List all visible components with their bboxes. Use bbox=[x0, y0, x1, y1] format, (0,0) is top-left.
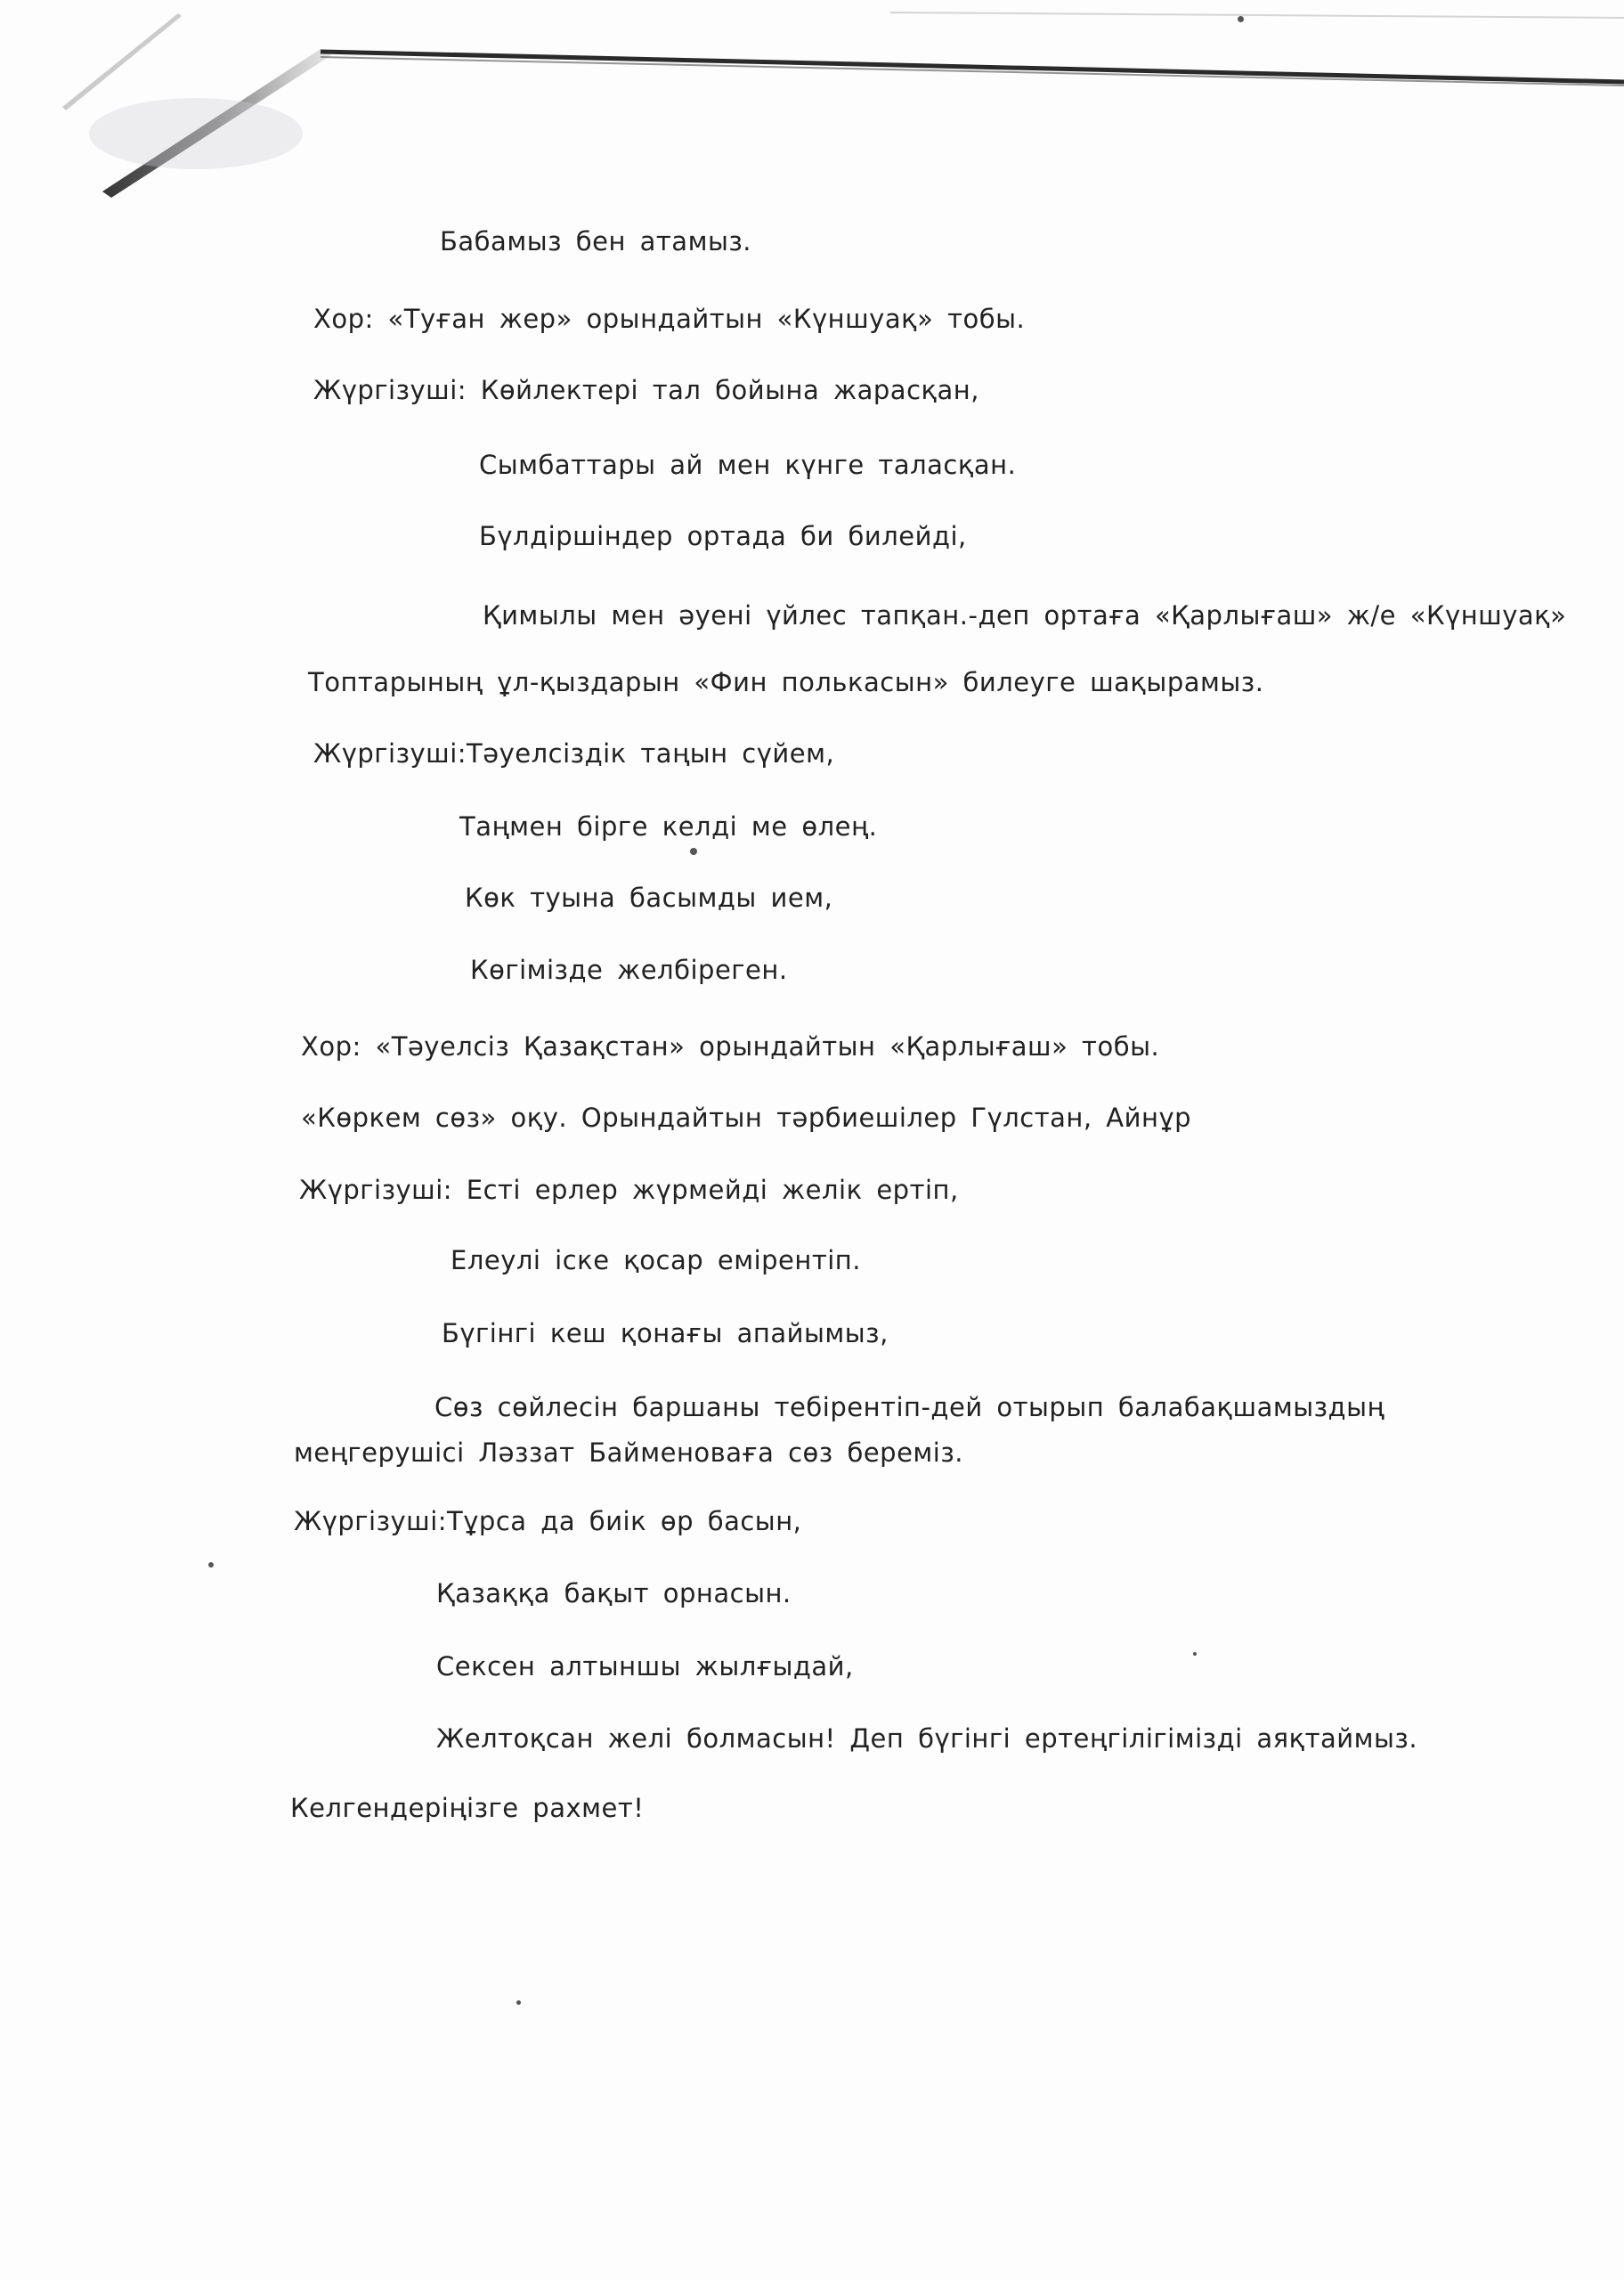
text-line: Желтоқсан желі болмасын! Деп бүгінгі ертеңгілігімізді аяқтаймыз. bbox=[436, 1723, 1418, 1754]
text-line: Қазаққа бақыт орнасын. bbox=[436, 1578, 792, 1608]
text-line: Таңмен бірге келді ме өлең. bbox=[459, 811, 878, 842]
text-line: меңгерушісі Ләззат Байменоваға сөз береміз. bbox=[294, 1437, 963, 1468]
text-line: Көгімізде желбіреген. bbox=[470, 955, 788, 985]
text-line: «Көркем сөз» оқу. Орындайтын тәрбиешілер Гүлстан, Айнұр bbox=[301, 1103, 1192, 1133]
scan-speck bbox=[690, 848, 697, 855]
text-line: Хор: «Тәуелсіз Қазақстан» орындайтын «Қарлығаш» тобы. bbox=[301, 1031, 1160, 1062]
scan-speck bbox=[1193, 1652, 1197, 1656]
text-line: Жүргізуші: Көйлектері тал бойына жарасқан, bbox=[313, 375, 979, 405]
text-line: Бабамыз бен атамыз. bbox=[440, 226, 751, 256]
text-line: Сөз сөйлесін баршаны тебірентіп-дей отырып балабақшамыздың bbox=[434, 1392, 1385, 1422]
text-line: Жүргізуші:Тәуелсіздік таңын сүйем, bbox=[313, 738, 835, 769]
text-line: Қимылы мен әуені үйлес тапқан.-деп ортаға «Қарлығаш» ж/е «Күншуақ» bbox=[483, 600, 1567, 631]
scan-speck bbox=[516, 2000, 521, 2005]
scan-speck bbox=[1238, 16, 1244, 22]
text-line: Сексен алтыншы жылғыдай, bbox=[436, 1651, 854, 1682]
text-line: Жүргізуші: Есті ерлер жүрмейді желік ертіп, bbox=[299, 1175, 959, 1205]
text-line: Бүгінгі кеш қонағы апайымыз, bbox=[442, 1318, 889, 1348]
scan-edge-shadow bbox=[0, 0, 1624, 232]
text-line: Келгендеріңізге рахмет! bbox=[290, 1793, 645, 1823]
text-line: Елеулі іске қосар емірентіп. bbox=[451, 1245, 861, 1275]
text-line: Сымбаттары ай мен күнге таласқан. bbox=[479, 450, 1017, 480]
text-line: Бүлдіршіндер ортада би билейді, bbox=[479, 521, 967, 551]
text-line: Топтарының ұл-қыздарын «Фин полькасын» билеуге шақырамыз. bbox=[308, 667, 1264, 697]
text-line: Көк туына басымды ием, bbox=[465, 883, 833, 913]
scan-speck bbox=[208, 1562, 214, 1568]
text-line: Хор: «Туған жер» орындайтын «Күншуақ» тобы. bbox=[313, 304, 1026, 334]
text-line: Жүргізуші:Тұрса да биік өр басын, bbox=[294, 1506, 802, 1536]
